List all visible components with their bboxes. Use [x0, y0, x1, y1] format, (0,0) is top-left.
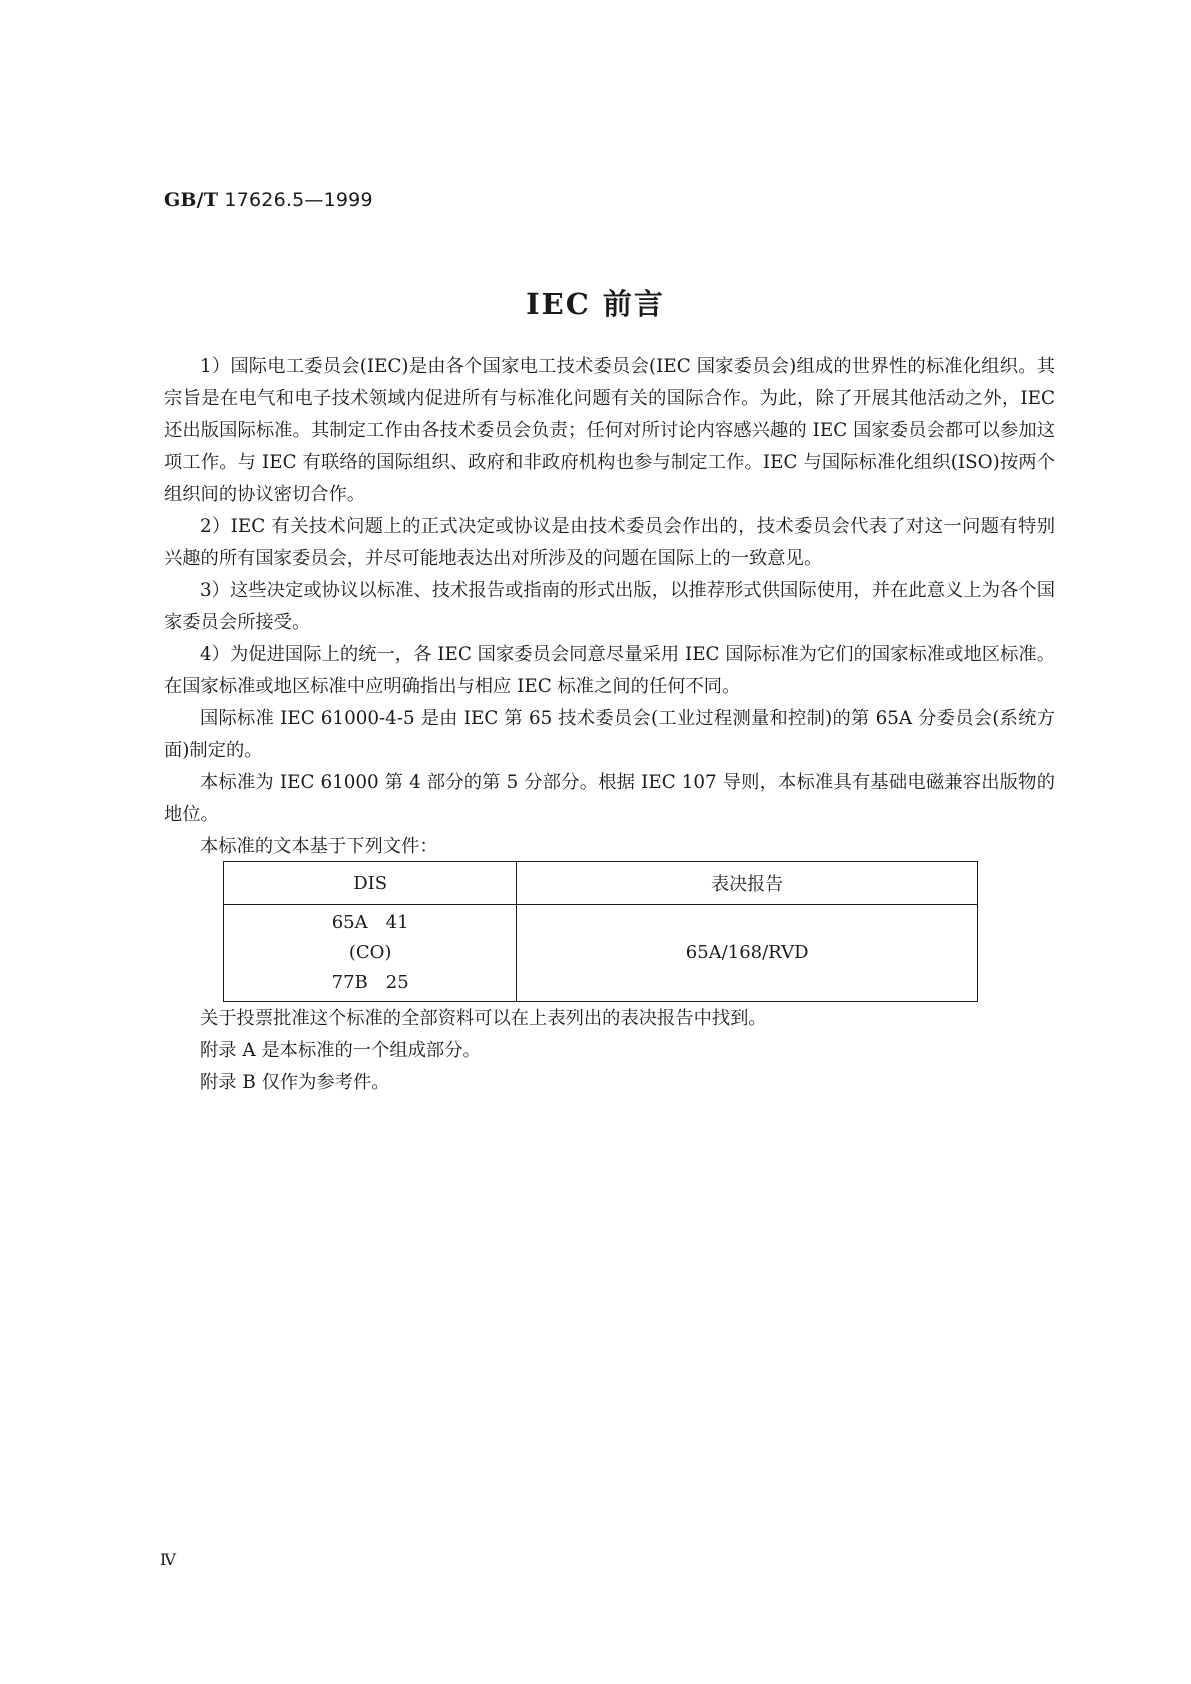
- paragraph-7: 本标准的文本基于下列文件：: [200, 836, 438, 857]
- report-cell: 65A/168/RVD: [517, 905, 978, 1002]
- dis-line-1: 65A 41: [331, 912, 409, 933]
- paragraph-3: 3）这些决定或协议以标准、技术报告或指南的形式出版，以推荐形式供国际使用，并在此意义上为各个国家委员会所接受。: [164, 580, 1055, 633]
- header-report: 表决报告: [517, 862, 978, 905]
- header-dis: DIS: [224, 862, 517, 905]
- table-row: [224, 905, 978, 1002]
- note-3: 附录 B 仅作为参考件。: [200, 1072, 390, 1093]
- standard-number: 17626.5—1999: [224, 189, 373, 211]
- table-header-row: [224, 862, 978, 905]
- paragraph-4: 4）为促进国际上的统一，各 IEC 国家委员会同意尽量采用 IEC 国际标准为它们的国家标准或地区标准。在国家标准或地区标准中应明确指出与相应 IEC 标准之间的任何不同。: [164, 644, 1055, 697]
- paragraph-2: 2）IEC 有关技术问题上的正式决定或协议是由技术委员会作出的，技术委员会代表了对这一问题有特别兴趣的所有国家委员会，并尽可能地表达出对所涉及的问题在国际上的一致意见。: [164, 516, 1055, 569]
- paragraph-6: 本标准为 IEC 61000 第 4 部分的第 5 分部分。根据 IEC 107 导则，本标准具有基础电磁兼容出版物的地位。: [164, 772, 1055, 825]
- paragraph-5: 国际标准 IEC 61000-4-5 是由 IEC 第 65 技术委员会(工业过程测量和控制)的第 65A 分委员会(系统方面)制定的。: [164, 708, 1055, 761]
- note-1: 关于投票批准这个标准的全部资料可以在上表列出的表决报告中找到。: [200, 1008, 767, 1029]
- closing-notes: [164, 1003, 1055, 1099]
- dis-line-2: (CO): [348, 942, 392, 963]
- standard-prefix: GB/T: [164, 189, 219, 211]
- note-2: 附录 A 是本标准的一个组成部分。: [200, 1040, 481, 1061]
- dis-cell: [224, 905, 517, 1002]
- foreword-body: [164, 351, 1055, 863]
- voting-table: [223, 861, 978, 1002]
- page-number: Ⅳ: [160, 1550, 176, 1569]
- paragraph-1: 1）国际电工委员会(IEC)是由各个国家电工技术委员会(IEC 国家委员会)组成的世界性的标准化组织。其宗旨是在电气和电子技术领域内促进所有与标准化问题有关的国际合作。为此，除了开展其他活动之外，IEC 还出版国际标准。其制定工作由各技术委员会负责；任何对所讨论内容感兴趣的 IEC 国家委员会都可以参加这项工作。与 IEC 有联络的国际组织、政府和非政府机构也参与制定工作。IEC 与国际标准化组织(ISO)按两个组织间的协议密切合作。: [164, 356, 1055, 505]
- dis-line-3: 77B 25: [331, 972, 409, 993]
- page-title: IEC 前言: [526, 287, 665, 321]
- standard-code: [164, 189, 373, 211]
